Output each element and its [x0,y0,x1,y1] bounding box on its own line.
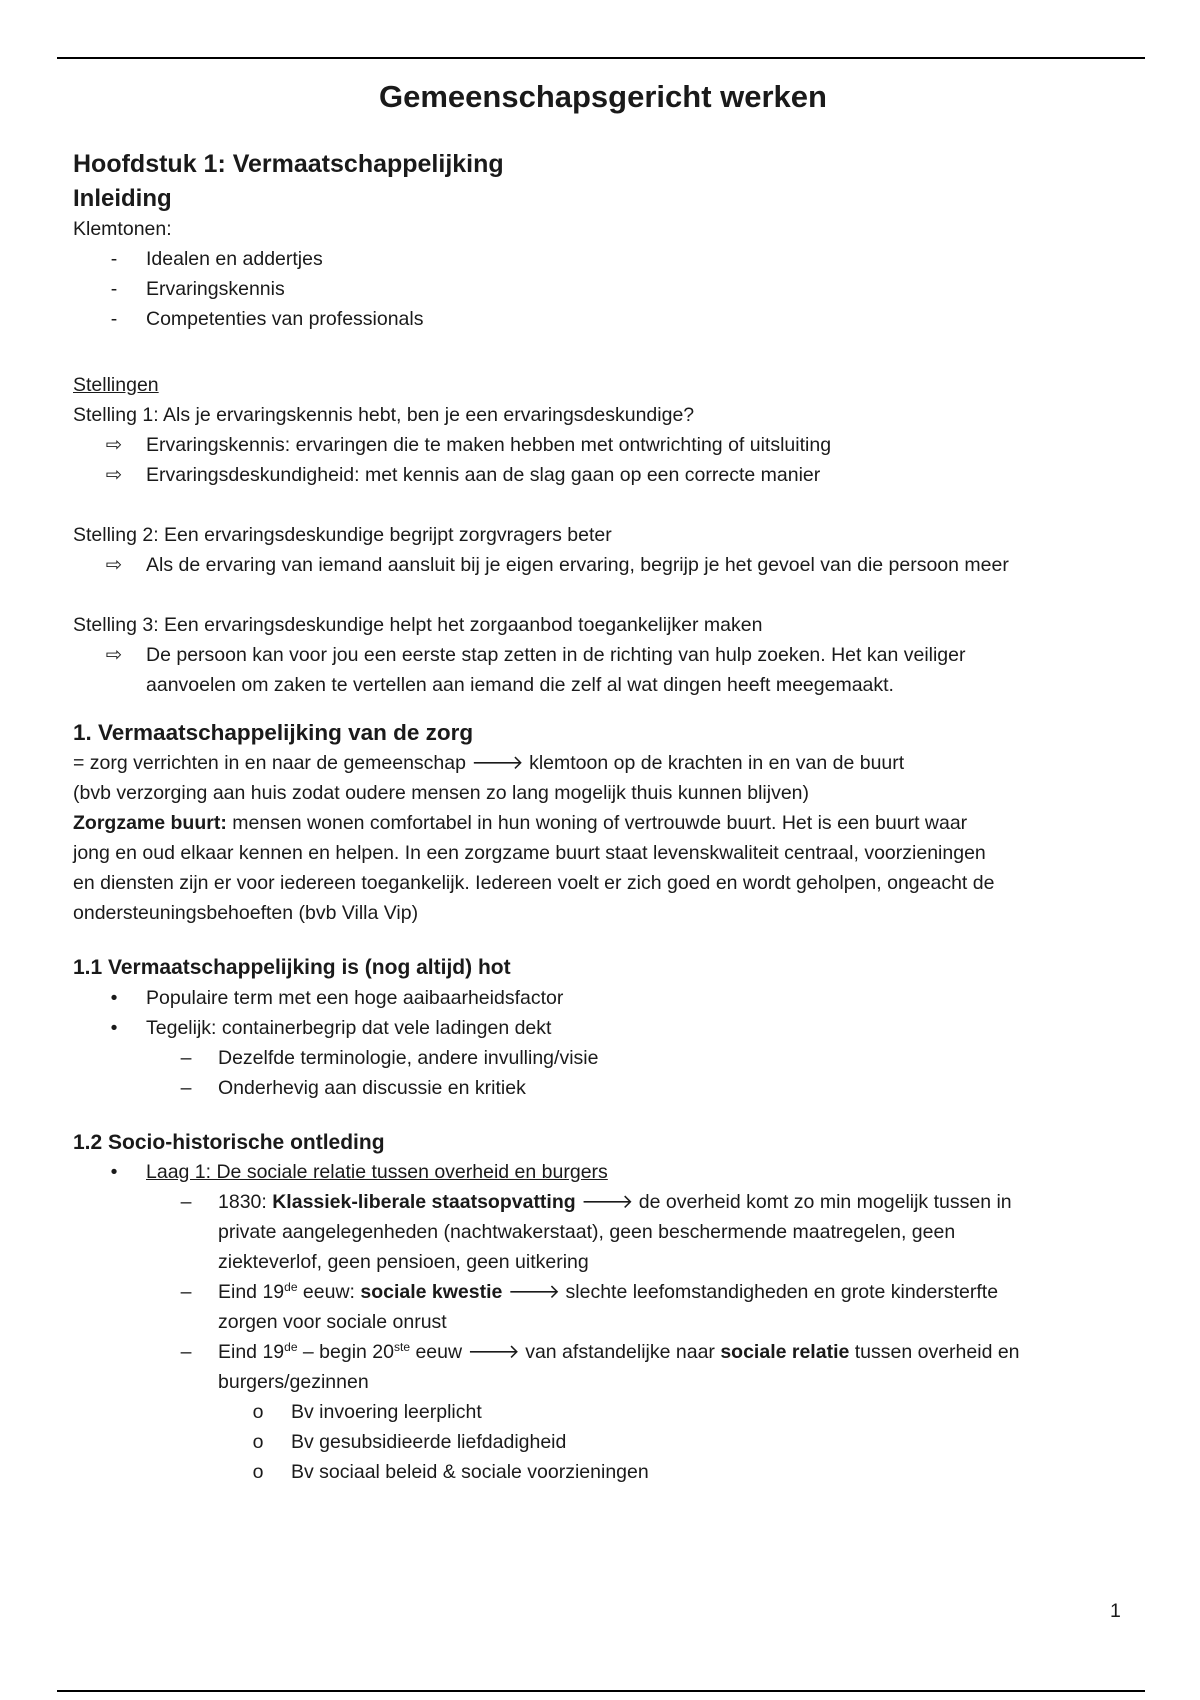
list-item: – Eind 19de – begin 20ste eeuw 🡒 van afstandelijke naar sociale relatie tussen overheid en burgers/gezinnen [73,1337,1133,1397]
arrow-marker: ⇨ [105,463,123,486]
list-item: o Bv gesubsidieerde liefdadigheid [73,1427,1133,1457]
stellingen-heading: Stellingen [73,373,159,396]
zorgzame-buurt-paragraph: Zorgzame buurt: mensen wonen comfortabel in hun woning of vertrouwde buurt. Het is een buurt waar jong en oud elkaar kennen en helpen. In een zorgzame buurt staat levenskwaliteit centraal, voorzieningen en diensten zijn er voor iedereen toegankelijk. Iedereen voelt er zich goed en wordt geholpen, ongeacht de ondersteuningsbehoeften (bvb Villa Vip) [73,812,995,925]
list-item: – Dezelfde terminologie, andere invulling/visie [73,1043,1133,1073]
bullet-marker: • [110,986,118,1009]
bullet-marker: • [110,1016,118,1039]
list-item: – 1830: Klassiek-liberale staatsopvatting 🡒 de overheid komt zo min mogelijk tussen in private aangelegenheden (nachtwakerstaat), geen beschermende maatregelen, geen ziekteverlof, geen pensioen, geen uitkering [73,1187,1133,1277]
list-item: o Bv sociaal beleid & sociale voorzieningen [73,1457,1133,1487]
dash-marker: – [180,1046,192,1069]
arrow-icon: 🡒 [471,752,524,775]
circle-marker: o [252,1400,264,1423]
klemtonen-label: Klemtonen: [73,217,172,240]
klemtonen-list [73,244,1133,334]
dash-marker: - [110,277,118,300]
circle-marker: o [252,1430,264,1453]
arrow-icon: 🡒 [507,1280,561,1303]
dash-marker: – [180,1190,192,1213]
section-1-definition: = zorg verrichten in en naar de gemeenschap 🡒 klemtoon op de krachten in en van de buurt [73,752,905,775]
section-1-2-heading: 1.2 Socio-historische ontleding [73,1130,385,1154]
stelling-3-points [73,640,1133,700]
section-1-1-list [73,983,1133,1043]
document-page [73,58,1133,1487]
dash-marker: - [110,307,118,330]
circle-marker: o [252,1460,264,1483]
chapter-heading: Hoofdstuk 1: Vermaatschappelijking [73,150,504,179]
arrow-marker: ⇨ [105,553,123,576]
list-item: ⇨ Ervaringsdeskundigheid: met kennis aan de slag gaan op een correcte manier [73,460,1133,490]
zorgzame-buurt-term: Zorgzame buurt: [73,812,227,835]
arrow-icon: 🡒 [581,1190,634,1213]
list-item: - Competenties van professionals [73,304,1133,334]
section-1-example: (bvb verzorging aan huis zodat oudere mensen zo lang mogelijk thuis kunnen blijven) [73,782,810,805]
stelling-1: Stelling 1: Als je ervaringskennis hebt, ben je een ervaringsdeskundige? [73,403,695,426]
list-item: - Idealen en addertjes [73,244,1133,274]
bottom-rule [57,1690,1145,1692]
list-item: – Onderhevig aan discussie en kritiek [73,1073,1133,1103]
list-item: ⇨ Als de ervaring van iemand aansluit bij je eigen ervaring, begrijp je het gevoel van die persoon meer [73,550,1133,580]
list-item: o Bv invoering leerplicht [73,1397,1133,1427]
laag-1-examples [73,1397,1133,1487]
laag-1-sublist [73,1187,1133,1397]
list-item: • Laag 1: De sociale relatie tussen overheid en burgers [73,1157,1133,1187]
list-item: ⇨ De persoon kan voor jou een eerste stap zetten in de richting van hulp zoeken. Het kan veiliger aanvoelen om zaken te vertellen aan iemand die zelf al wat dingen heeft meegemaakt. [73,640,1133,700]
list-item: • Tegelijk: containerbegrip dat vele ladingen dekt [73,1013,1133,1043]
stelling-2-points [73,550,1133,580]
dash-marker: – [180,1280,192,1303]
section-1-1-heading: 1.1 Vermaatschappelijking is (nog altijd) hot [73,956,511,980]
list-item: – Eind 19de eeuw: sociale kwestie 🡒 slechte leefomstandigheden en grote kindersterfte zorgen voor sociale onrust [73,1277,1133,1337]
stelling-1-points [73,430,1133,490]
list-item: ⇨ Ervaringskennis: ervaringen die te maken hebben met ontwrichting of uitsluiting [73,430,1133,460]
section-1-2-list [73,1157,1133,1187]
list-item: • Populaire term met een hoge aaibaarheidsfactor [73,983,1133,1013]
document-title: Gemeenschapsgericht werken [379,79,827,114]
arrow-marker: ⇨ [105,643,123,666]
intro-heading: Inleiding [73,184,172,212]
stelling-2: Stelling 2: Een ervaringsdeskundige begrijpt zorgvragers beter [73,523,612,546]
dash-marker: – [180,1340,192,1363]
arrow-icon: 🡒 [467,1340,520,1363]
section-1-1-sublist [73,1043,1133,1103]
stelling-3: Stelling 3: Een ervaringsdeskundige helpt het zorgaanbod toegankelijker maken [73,613,763,636]
dash-marker: - [110,247,118,270]
list-item: - Ervaringskennis [73,274,1133,304]
section-1-heading: 1. Vermaatschappelijking van de zorg [73,719,474,745]
bullet-marker: • [110,1160,118,1183]
arrow-marker: ⇨ [105,433,123,456]
page-number: 1 [1110,1600,1121,1622]
dash-marker: – [180,1076,192,1099]
